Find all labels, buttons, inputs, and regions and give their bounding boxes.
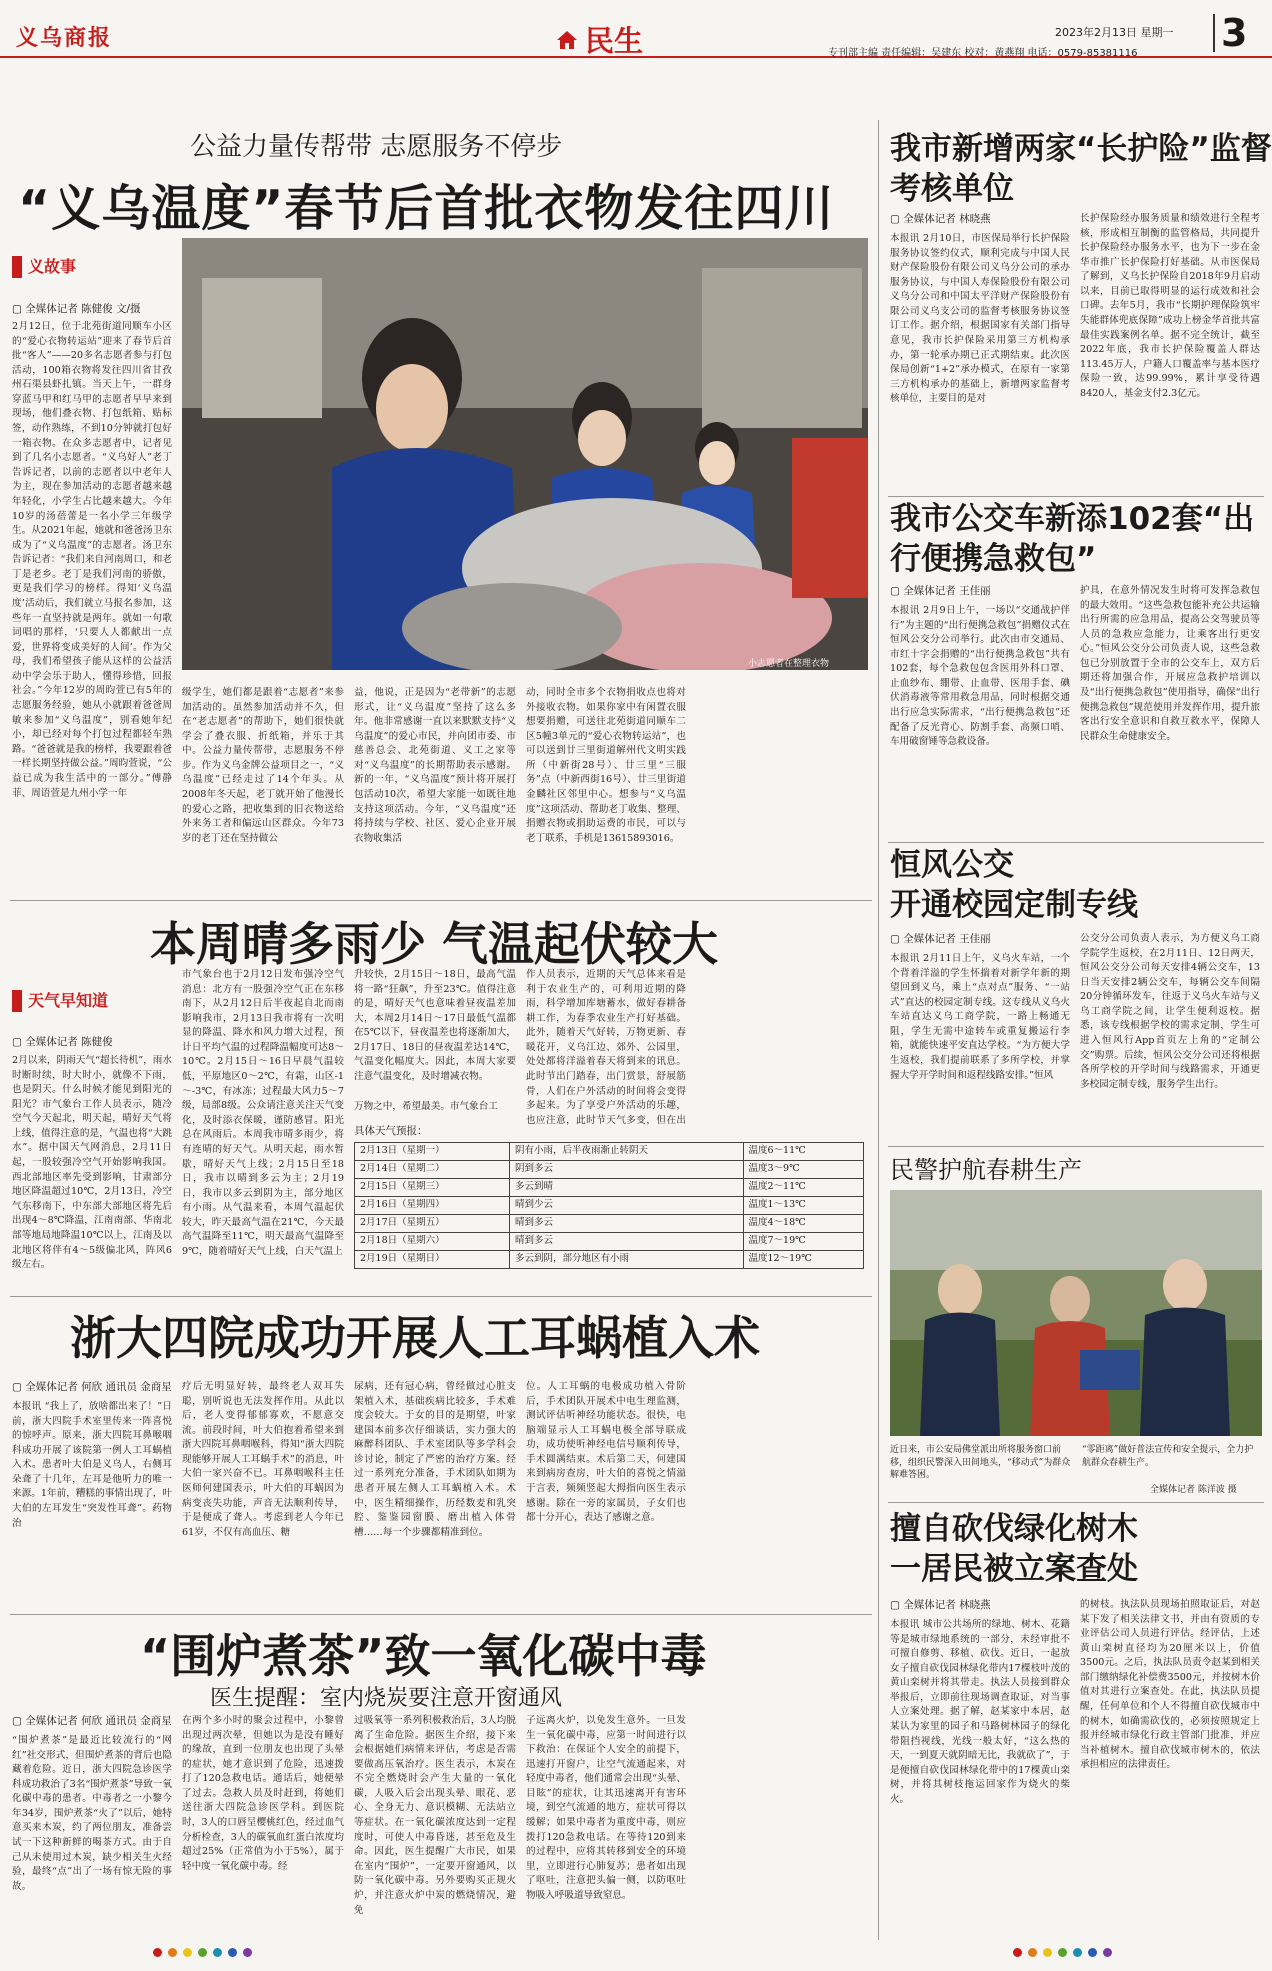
divider [888,1146,1264,1147]
r5-title1: 擅自砍伐绿化树木 [890,1511,1138,1547]
divider [888,842,1264,843]
a2-col1: 2月以来，阴雨天气“超长待机”，雨水时断时续，时大时小，就像不下雨，也是阴天。什么时候才能见到阳光的阳光？市气象台工作人员表示，随冷空气今天起北，明天起，晴好天气将上线，值得注意的是，气温也将“大跳水”。据中国天气网消息，2月11日起，一股较强冷空气开始影响我国。西北部地区率先受到影响，甘肃部分地区降温超过10℃，2月13日，冷空气东移南下，中东部大部地区将先后出现4～8℃降温，江南南部、华南北部等地局地降温10℃以上，江南及以北地区将伴有4～5级偏北风，阵风6级左右。 [12,1055,172,1271]
a2-col2: 市气象台也于2月12日发布强冷空气消息：北方有一股强冷空气正在东移南下，从2月12日后半夜起自北而南影响我市，2月13日我市将有一次明显的降温、降水和风力增大过程，预计日平均气温的过程降温幅度可达8～10℃。2月15日～16日早晨气温较低，平原地区0～2℃，有霜，山区-1～-3℃，有冰冻；过程最大风力5～7级，局部8级。公众请注意关注天气变化，及时添衣保暖，谨防感冒。阳光总在风雨后。本周我市晴多雨少，将有连晴的好天气。从明天起，雨水暂歇，晴好天气上线；2月15日至18日，我市以晴到多云为主；2月19日，我市以多云到阴为主，部分地区有小雨。从气温来看，本周气温起伏较大，昨天最高气温在21℃，今天最高气温降至11℃，明天最高气温降至9℃，随着晴好天气上线，白天气温上 [182,969,344,1257]
a3-col3: 尿病，还有冠心病，曾经做过心脏支架植入术，基础疾病比较多，手术难度会较大。于女的目的是期望，叶家建国本前多次仔细谈话，实力强大的麻醉科团队、手术室团队等多学科会诊讨论，制定了严密的治疗方案。经过一系列充分准备，手术团队如期为患者开展左侧人工耳蜗植入术。术中，医生精细操作，历经数麦和乳突腔、鉴鉴园窗膜、磨出植入体骨槽……每一个步骤都精准到位。 [354,1381,516,1538]
footer-dot [1028,1948,1037,1957]
header-date: 2023年2月13日 星期一 [1055,26,1174,39]
a4-byline: ▢ 全媒体记者 何欣 通讯员 金商星 [12,1715,172,1727]
r4-credit: 全媒体记者 陈洋波 摄 [1150,1485,1237,1495]
forecast-temp: 温度1～13℃ [743,1197,863,1215]
r4-caption: 近日来，市公安局佛堂派出所将服务窗口前移，组织民警深入田间地头，“移动式”为群众解难答困。 [890,1445,1071,1481]
a3-byline: ▢ 全媒体记者 何欣 通讯员 金商星 [12,1381,172,1393]
forecast-row [355,1233,864,1251]
a3-col4: 位。人工耳蜗的电极成功植入骨阶后，手术团队开展术中电生理监测，测试评估听神经功能状态。很快，电脑端显示人工耳蜗电极全部导联成功，成功使听神经电信号顺利传导，手术圆满结束。术后第二天，何建国来到病房查房，叶大伯的喜悦之情溢于言表，频频竖起大拇指向医生表示感谢。除在一旁的家属员，子女们也都十分开心，表达了感谢之意。 [526,1381,686,1524]
a2-forecast-table [354,1142,864,1269]
a4-col2: 在两个多小时的聚会过程中，小黎曾出现过两次晕，但她以为是没有睡好的缘故，直到一位朋友也出现了头晕的症状，她才意识到了危险，迅速拨打了120急救电话。通话后，她便晕了过去。急救人员及时赶到，将她们送往浙大四院急诊医学科。到医院时，3人的口唇呈樱桃红色，经过血气分析检查，3人的碳氧血红蛋白浓度均超过25%（正常值为小于5%），属于轻中度一氧化碳中毒。经 [182,1715,344,1872]
forecast-weather: 晴到少云 [510,1197,743,1215]
page-number: 3 [1213,14,1247,52]
r3-byline: ▢ 全媒体记者 王佳丽 [890,933,991,945]
forecast-weather: 多云到晴 [510,1179,743,1197]
a1-byline: ▢ 全媒体记者 陈健俊 文/摄 [12,303,141,315]
a4-col1: “围炉煮茶”是最近比较流行的“网红”社交形式，但围炉煮茶的背后也隐藏着危险。近日，浙大四院急诊医学科成功救治了3名“围炉煮茶”导致一氧化碳中毒的患者。中毒者之一小黎今年34岁，围炉煮茶“火了”以后，她特意买来木炭，约了两位朋友，准备尝试一下这种新鲜的喝茶方式。由于自己从未使用过木炭，缺少相关生火经验，最终“点”出了一场有惊无险的事故。 [12,1735,172,1892]
r1-title: 我市新增两家“长护险”监督考核单位 [890,131,1272,207]
a4-col3: 过吸氧等一系列积极救治后，3人均脱离了生命危险。据医生介绍，接下来会根据她们病情来评估，考虑是否需要做高压氧治疗。医生表示，木炭在不完全燃烧时会产生大量的一氧化碳，人吸入后会出现头晕、眼花、恶心、全身无力、意识模糊、无法站立等症状。在一氧化碳浓度达到一定程度时，可使人中毒昏迷，甚至危及生命。因此，医生提醒广大市民，如果在室内“围炉”，一定要开窗通风，以防一氧化碳中毒。另外要购买正规火炉，并注意火炉中炭的燃烧情况，避免 [354,1715,516,1916]
r3-col1: 本报讯 2月11日上午，义乌火车站，一个个背着洋溢的学生怀揣着对新学年新的期望回到义乌，乘上“点对点”服务、“一站式”直达的校园定制专线。这专线从义乌火车站直达义乌工商学院，一路上畅通无阻，学生无需中途转车或重复搬运行李箱，就能快速平安直达学校。“为方便大学生返校，我们提前联系了多所学校，并掌握大学开学时间和返程线路安排。”恒风 [890,953,1070,1081]
forecast-weather: 多云到阴，部分地区有小雨 [510,1251,743,1269]
a1-col4: 动，同时全市多个衣物捐收点也将对外接收衣物。如果你家中有闲置衣服想要捐赠，可送往北苑街道同顺车二区5幢3单元的“爱心衣物转运站”，也可以送到廿三里街道解州代文明实践所（中新街28号）、廿三里“三服务”点（中新西街16号）、廿三里街道金麟社区邻里中心。想参与“义乌温度”这项活动、帮助老丁收集、整理、捐赠衣物或捐助运费的市民，可以与老丁联系，手机是13615893016。 [526,687,686,844]
forecast-weather: 阴到多云 [510,1161,743,1179]
section-title: 民生 [585,24,644,58]
forecast-date: 2月15日（星期三） [355,1179,510,1197]
a1-col2: 级学生，她们都是跟着“志愿者”来参加活动的。虽然参加活动并不久，但在“老志愿者”的帮助下，她们很快就学会了叠衣服、折纸箱，并乐于其中。公益力量传帮带，志愿服务不停步。作为义乌金牌公益项目之一，“义乌温度”已经走过了14个年头。从2008年冬天起，老丁就开始了他漫长的爱心之路，把收集到的旧衣物送给外来务工者和偏远山区群众。今年73岁的老丁还在坚持做公 [182,687,344,844]
footer-dot [228,1948,237,1957]
forecast-row [355,1161,864,1179]
r5-col1: 本报讯 城市公共场所的绿地、树木、花籍等是城市绿地系统的一部分，未经审批不可擅自修剪、移植、砍伐。近日，一起放女子擅自砍伐园林绿化带内17棵枝叶茂的黄山栾树并将其带走。执法人员接到群众举报后，立即前往现场调查取证，对当事人立案处理。据了解，赵某家中本居，赵某认为家里的园子和马路树林园子的绿化带阻挡视线，光线一般太好，“这么热的天，一到夏天就阴暗无比，我就砍了”，于是便擅自砍伐园林绿化带中的17棵黄山栾树，并将其树枝拖运回家作为烧火的柴火。 [890,1619,1070,1805]
forecast-temp: 温度6～11℃ [743,1143,863,1161]
forecast-date: 2月19日（星期日） [355,1251,510,1269]
forecast-row [355,1251,864,1269]
a2-byline: ▢ 全媒体记者 陈健俊 [12,1036,113,1048]
r3-title2: 开通校园定制专线 [890,887,1138,923]
a3-col2: 疗后无明显好转，最终老人双耳失聪，别听说也无法发挥作用。从此以后，老人变得郁郁寡欢，不愿意交流。前段时间，叶大伯抱着希望来到浙大四院耳鼻咽喉科，得知“浙大四院现能够开展人工耳蜗手术”的消息，叶大伯一家兴奋不已。耳鼻咽喉科主任医师何建国表示，叶大伯的耳蜗因为病变丧失功能，声音无法顺利传导，于是便成了聋人。考虑到老人今年已61岁，不仅有高血压、糖 [182,1381,344,1538]
footer-dot [1013,1948,1022,1957]
column-divider [878,120,879,1940]
forecast-row [355,1197,864,1215]
a3-col1: 本报讯 “我上了，放啥都出来了！”日前，浙大四院手术室里传来一阵喜悦的惊呼声。原来，浙大四院耳鼻喉咽科成功开展了该院第一例人工耳蜗植入术。患者叶大伯是义乌人，右侧耳朵聋了十几年，左耳是他听力的唯一来源。1年前，糟糕的事情出现了，叶大伯的左耳发生“突发性耳聋”。药物治 [12,1401,172,1529]
forecast-date: 2月17日（星期五） [355,1215,510,1233]
forecast-temp: 温度3～9℃ [743,1161,863,1179]
forecast-weather: 晴到多云 [510,1215,743,1233]
a1-tag: 义故事 [12,256,76,278]
forecast-temp: 温度4～18℃ [743,1215,863,1233]
r3-col2: 公交分公司负责人表示，为方便义乌工商学院学生返校，在2月11日、12日两天，恒风公交分公司每天安排4辆公交车，13日当天安排2辆公交车，每辆公交车间隔20分钟循环发车，往返于义乌火车站与义乌工商学院之间，让学生便利返校。据悉，该专线根据学校的需求定制，学生可进入恒风行App首页左上角的“定制公交”购票。后续，恒风公交分公司还将根据各所学校的开学时间与线路需求，开通更多校园定制专线，服务学生出行。 [1080,933,1260,1090]
footer-dots-right [1010,1948,1115,1962]
a1-photo [182,238,868,670]
r5-col2: 的树枝。执法队员现场拍照取证后，对赵某下发了相关法律文书，并由有资质的专业评估公司人员进行评估。经评估，上述黄山栾树直径均为20厘米以上，价值3500元。之后，执法队员责令赵某到相关部门缴纳绿化补偿费3500元，并按树木价值对其进行立案查处。在此，执法队员提醒，任何单位和个人不得擅自砍伐城市中的树木，如确需砍伐的，必须按照规定上报并经城市绿化行政主管部门批准，并应当补植树木。擅自砍伐城市树木的，依法承担相应的法律责任。 [1080,1599,1260,1771]
forecast-weather: 阴有小雨，后半夜雨渐止转阴天 [510,1143,743,1161]
r2-col2: 护具，在意外情况发生时将可发挥急救包的最大效用。“这些急救包能补充公共运输出行所需的应急用品，提高公交驾驶员等人员的急救应急能力，让乘客出行更安心。”恒风公交分公司负责人说，这些急救包已分别放置于全市的公交车上，双方后期还将加强合作，开展应急救护培训以及“出行便携急救包”使用指导，确保“出行便携急救包”规范使用并发挥作用，提升旅客出行安全意识和自救互救水平，保障人民群众生命健康安全。 [1080,585,1260,742]
a1-col3: 益，他说，正是因为“老带新”的志愿形式，让“义乌温度”坚持了这么多年。他非常感谢一直以来默默支持“义乌温度”的爱心市民，并向团市委、市慈善总会、北苑街道、义工之家等对“义乌温度”的长期帮助表示感谢。新的一年，“义乌温度”预计将开展打包活动10次，希望大家能一如既往地支持这项活动。今年，“义乌温度”还将持续与学校、社区、爱心企业开展衣物收集活 [354,687,516,844]
a2-title: 本周晴多雨少 气温起伏较大 [150,917,719,971]
a4-col4: 子远离火炉，以免发生意外。一旦发生一氧化碳中毒，应第一时间进行以下救治：在保证个人安全的前提下，迅速打开窗户，让空气流通起来，对轻度中毒者，他们通常会出现“头晕、目眩”的症状，让其迅速离开有害环境，到空气流通的地方，症状可得以缓解；如果中毒者为重度中毒，则应拨打120急救电话。在等待120到来的过程中，应将其转移到安全的环境里，立即进行心肺复苏；患者如出现了呕吐，注意把头偏一侧，以防呕吐物吸入呼吸道导致窒息。 [526,1715,686,1901]
divider [888,496,1264,497]
footer-dot [153,1948,162,1957]
forecast-temp: 温度2～11℃ [743,1179,863,1197]
divider [10,900,872,901]
a4-subtitle: 医生提醒：室内烧炭要注意开窗通风 [210,1686,563,1711]
forecast-date: 2月13日（星期一） [355,1143,510,1161]
r1-col1: 本报讯 2月10日，市医保局举行长护保险服务协议签约仪式，顺利完成与中国人民财产保险股份有限公司义乌分公司的承办服务协议，与中国人寿保险股份有限公司义乌分公司和中国太平洋财产保险股份有限公司义乌支公司的监督考核服务协议签订工作。据介绍，根据国家有关部门指导意见，我市长护保险采用第三方机构承办，第一轮承办期已正式期结束。此次医保局创新“1+2”承办模式，在原有一家第三方机构承办的基础上，新增两家监督考核单位，主要目的是对 [890,233,1070,405]
a2-col4: 作人员表示，近期的天气总体来看是利于农业生产的，可利用近期的降雨，科学增加库塘蓄水，做好春耕备耕工作，为春季农业生产打好基础。此外，随着天气好转，万物更新、春暖花开，义乌江边、郊外、公园里，处处都将洋溢着春天将到来的讯息。此时节出门踏春，出门赏景，舒展筋骨，人们在户外活动的时间将会变得多起来。为了享受户外活动的乐趣，也应注意，此时节天气多变，但在出 [526,969,686,1126]
divider [10,1296,872,1297]
r3-title1: 恒风公交 [890,847,1014,883]
r5-byline: ▢ 全媒体记者 林晓燕 [890,1599,991,1611]
divider [10,1614,872,1615]
footer-dot [1088,1948,1097,1957]
footer-dot [213,1948,222,1957]
footer-dot [243,1948,252,1957]
r2-byline: ▢ 全媒体记者 王佳丽 [890,585,991,597]
footer-dots-left [150,1948,255,1962]
forecast-date: 2月18日（星期六） [355,1233,510,1251]
a2-col3: 升较快，2月15日～18日，最高气温将一路“狂飙”，升至23℃。值得注意的是，晴好天气也意味着昼夜温差加大，本周2月14日～17日最低气温都在5℃以下，昼夜温差也将逐渐加大，2月17日、18日的昼夜温差达14℃，气温变化幅度大。因此，本周大家要注意气温变化，及时增减衣物。 [354,969,516,1083]
r4-caption2: “零距离”做好普法宣传和安全提示，全力护航群众春耕生产。 [1082,1445,1254,1468]
r2-col1: 本报讯 2月9日上午，一场以“交通战护伴行”为主题的“出行便携急救包”捐赠仪式在恒风公交分公司举行。此次由市交通局、市红十字会捐赠的“出行便携急救包”共有102套，每个急救包包含医用外科口罩、止血纱布、绷带、止血带、医用手套、碘伏消毒液等常用救急用品，同时根据交通出行应急实际需求，“出行便携急救包”还配备了反光背心、防割手套、高频口哨、车用破窗锤等急救设备。 [890,605,1070,748]
home-icon [556,30,578,50]
masthead-logo: 义乌商报 [16,25,113,51]
r2-title: 我市公交车新添102套“出行便携急救包” [890,501,1255,577]
footer-dot [1058,1948,1067,1957]
r5-title2: 一居民被立案查处 [890,1551,1138,1587]
footer-dot [1103,1948,1112,1957]
forecast-weather: 晴到多云 [510,1233,743,1251]
forecast-date: 2月14日（星期二） [355,1161,510,1179]
footer-dot [1073,1948,1082,1957]
a2-col3b: 万物之中，希望最美。市气象台工 [354,1101,498,1112]
a1-kicker: 公益力量传帮带 志愿服务不停步 [190,132,563,162]
header-editors: 专刊部主编 责任编辑：吴建东 校对：黄燕翔 电话：0579-85381116 [828,48,1138,59]
forecast-temp: 温度7～19℃ [743,1233,863,1251]
a2-tag: 天气早知道 [12,990,108,1012]
forecast-date: 2月16日（星期四） [355,1197,510,1215]
footer-dot [198,1948,207,1957]
forecast-row [355,1179,864,1197]
a1-photo-caption: 小志愿者在整理衣物 [748,659,830,669]
forecast-row [355,1215,864,1233]
divider [888,1502,1264,1503]
a1-col1: 2月12日，位于北苑街道同顺车小区的“爱心衣物转运站”迎来了春节后首批“客人”——20多名志愿者参与打包活动，100箱衣物将发往四川省甘孜州石渠县虾扎镇。当天上午，一群身穿蓝马甲和红马甲的志愿者早早来到现场，他们叠衣物、打包纸箱、贴标签，动作熟练，不到10分钟就打包好一箱衣物。在众多志愿者中，记者见到了几名小志愿者。“义乌好人”老丁告诉记者，以前的志愿者以中老年人为主，现在参加活动的志愿者越来越年轻化，小学生占比越来越大。今年10岁的汤蓓蕾是一名小学三年级学生。从2021年起，她就和爸爸汤卫东成为了“义乌温度”的志愿者。汤卫东告诉记者：“我们来自河南周口，和老丁是老乡。老丁是我们河南的骄傲，更是我们学习的榜样。得知‘义乌温度’活动后，我们就立马报名参加，这些年一直坚持就是两年。就如一句歌词唱的那样，‘只要人人都献出一点爱，世界将变成美好的人间’。作为父母，我们希望孩子能从这样的公益活动中学会乐于助人，懂得珍惜，回报社会。”今年12岁的周昀萱已有5年的志愿服务经验，她从小就跟着爸爸周敏来参加“义乌温度”，别看她年纪小，却已经对每个打包过程都轻车熟路。“爸爸就是我的榜样，我要跟着爸一样长期坚持做公益。”周昀萱说，“公益已成为我生活中的一部分。”傅静菲、周语萱是九州小学一年 [12,321,172,799]
r4-photo [890,1190,1262,1436]
a2-wx-label: 具体天气预报： [354,1125,428,1137]
r1-col2: 长护保险经办服务质量和绩效进行全程考核，形成相互制衡的监管格局，共同提升长护保险经办服务水平，也为下一步在金华市推广长护保险打好基础。从市医保局了解到，义乌长护保险自2018年9月启动以来，目前已取得明显的运行成效和社会口碑。去年5月，我市“长期护理保险筑牢失能群体兜底保障”成功上榜金华首批共富最佳实践案例名单。据不完全统计，截至2022年底，我市长护保险覆盖人群达113.45万人，户籍人口覆盖率与基本医疗保险一致，达99.99%，累计享受待遇8420人，基金支付2.3亿元。 [1080,213,1260,399]
a3-title: 浙大四院成功开展人工耳蜗植入术 [70,1311,760,1365]
a1-title: “义乌温度”春节后首批衣物发往四川 [18,180,835,237]
footer-dot [183,1948,192,1957]
r1-byline: ▢ 全媒体记者 林晓燕 [890,213,991,225]
footer-dot [1043,1948,1052,1957]
forecast-temp: 温度12～19℃ [743,1251,863,1269]
r4-title: 民警护航春耕生产 [890,1156,1082,1184]
a4-title: “围炉煮茶”致一氧化碳中毒 [140,1629,707,1683]
footer-dot [168,1948,177,1957]
forecast-row [355,1143,864,1161]
